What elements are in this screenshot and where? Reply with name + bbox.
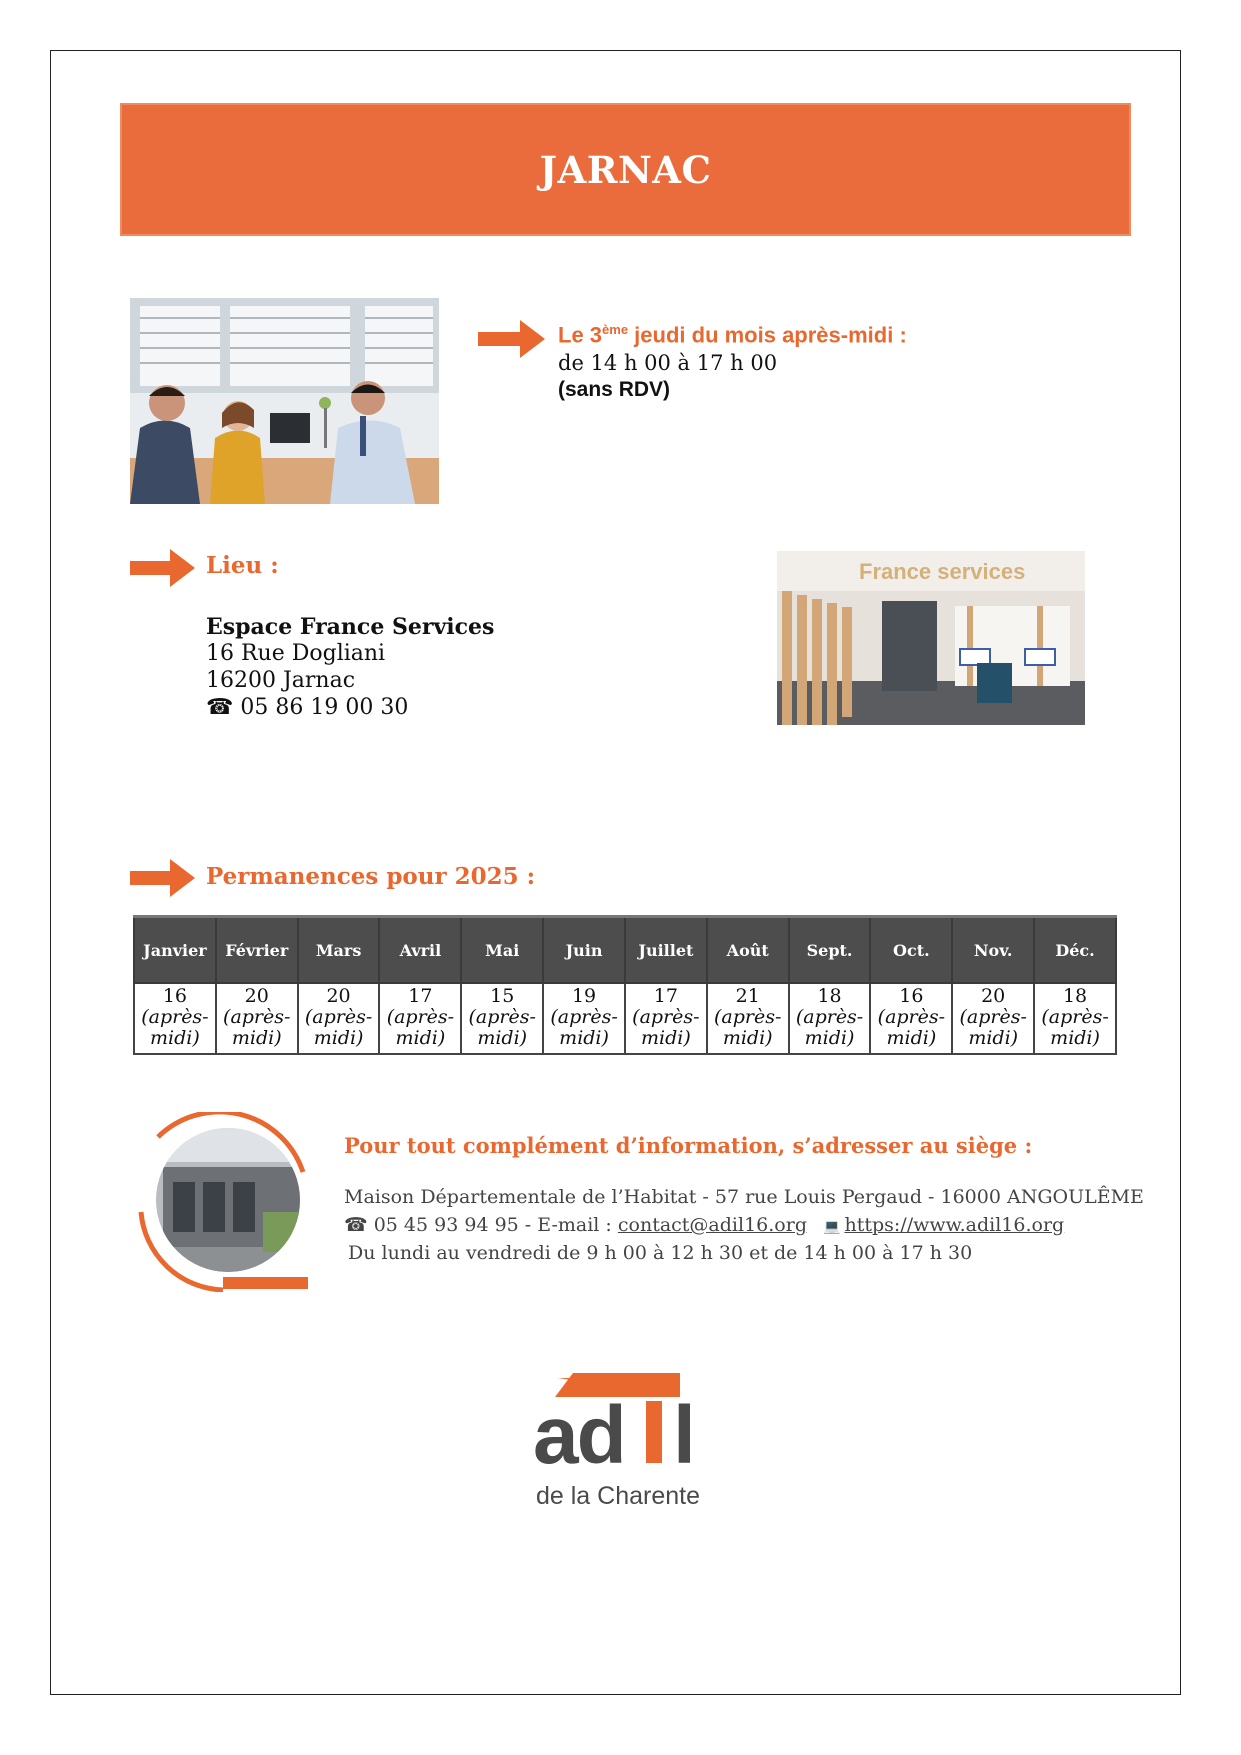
info-hours: Du lundi au vendredi de 9 h 00 à 12 h 30 et de 14 h 00 à 17 h 30 [348, 1242, 973, 1264]
day-number: 20 [981, 985, 1006, 1007]
title-banner [120, 103, 1131, 236]
table-header-row [134, 917, 1116, 984]
month-cell [789, 983, 871, 1054]
logo-subtitle: de la Charente [536, 1482, 701, 1510]
photo-sign-text: France services [859, 559, 1026, 584]
day-number: 20 [326, 985, 351, 1007]
month-cell [134, 983, 216, 1054]
day-number: 19 [571, 985, 597, 1007]
website-link[interactable]: https://www.adil16.org [844, 1214, 1065, 1236]
info-address: Maison Départementale de l’Habitat - 57 rue Louis Pergaud - 16000 ANGOULÊME [344, 1186, 1144, 1208]
info-title: Pour tout complément d’information, s’adresser au siège : [344, 1133, 1033, 1158]
venue-phone: ☎ 05 86 19 00 30 [206, 695, 409, 720]
month-header: Février [216, 917, 298, 984]
day-number: 18 [1062, 985, 1088, 1007]
month-cell [870, 983, 952, 1054]
month-cell [625, 983, 707, 1054]
meeting-photo [130, 298, 439, 504]
month-header: Avril [379, 917, 461, 984]
arrow-icon [130, 549, 195, 587]
month-header: Juillet [625, 917, 707, 984]
venue-city: 16200 Jarnac [206, 668, 356, 693]
info-phone: ☎ 05 45 93 94 95 - E-mail : [344, 1214, 618, 1236]
month-header: Juin [543, 917, 625, 984]
venue-street: 16 Rue Dogliani [206, 641, 386, 666]
day-number: 16 [162, 985, 187, 1007]
arrow-icon [130, 859, 195, 897]
day-number: 16 [899, 985, 924, 1007]
month-header: Mars [298, 917, 380, 984]
venue-name: Espace France Services [206, 614, 495, 640]
month-cell [298, 983, 380, 1054]
month-cell [461, 983, 543, 1054]
period-label: (après-midi) [223, 1006, 291, 1049]
france-services-photo [777, 551, 1085, 725]
period-label: (après-midi) [959, 1006, 1027, 1049]
month-header: Déc. [1034, 917, 1116, 984]
email-link[interactable]: contact@adil16.org [617, 1214, 807, 1236]
month-header: Sept. [789, 917, 871, 984]
permanences-label: Permanences pour 2025 : [206, 863, 536, 890]
page-title: JARNAC [539, 147, 712, 192]
schedule-rdv: (sans RDV) [558, 378, 671, 401]
day-number: 20 [244, 985, 269, 1007]
adil-logo [528, 1368, 718, 1513]
month-header: Oct. [870, 917, 952, 984]
svg-text:ad: ad [533, 1390, 625, 1481]
period-label: (après-midi) [550, 1006, 618, 1049]
month-cell [543, 983, 625, 1054]
day-number: 17 [653, 985, 678, 1007]
period-label: (après-midi) [714, 1006, 782, 1049]
day-number: 21 [735, 985, 760, 1007]
schedule-hours: de 14 h 00 à 17 h 00 [558, 351, 778, 375]
info-contact-line [344, 1214, 1064, 1236]
month-header: Août [707, 917, 789, 984]
lieu-label: Lieu : [206, 552, 279, 579]
period-label: (après-midi) [1041, 1006, 1109, 1049]
period-label: (après-midi) [795, 1006, 864, 1049]
headquarters-photo [133, 1112, 313, 1292]
period-label: (après-midi) [304, 1006, 373, 1049]
computer-icon: 💻 [823, 1219, 841, 1235]
month-cell [379, 983, 461, 1054]
month-header: Nov. [952, 917, 1034, 984]
month-cell [1034, 983, 1116, 1054]
svg-text:l: l [673, 1390, 696, 1481]
month-cell [952, 983, 1034, 1054]
day-number: 18 [817, 985, 842, 1007]
period-label: (après-midi) [141, 1006, 209, 1049]
month-cell [707, 983, 789, 1054]
period-label: (après-midi) [877, 1006, 946, 1049]
month-header: Mai [461, 917, 543, 984]
arrow-icon [478, 320, 545, 358]
day-number: 17 [408, 985, 433, 1007]
day-number: 15 [490, 985, 515, 1007]
permanences-table [133, 915, 1117, 1055]
month-cell [216, 983, 298, 1054]
period-label: (après-midi) [468, 1006, 536, 1049]
period-label: (après-midi) [386, 1006, 455, 1049]
month-header: Janvier [134, 917, 216, 984]
schedule-day: Le 3ème jeudi du mois après-midi : [558, 322, 907, 348]
period-label: (après-midi) [632, 1006, 700, 1049]
table-row [134, 983, 1116, 1054]
